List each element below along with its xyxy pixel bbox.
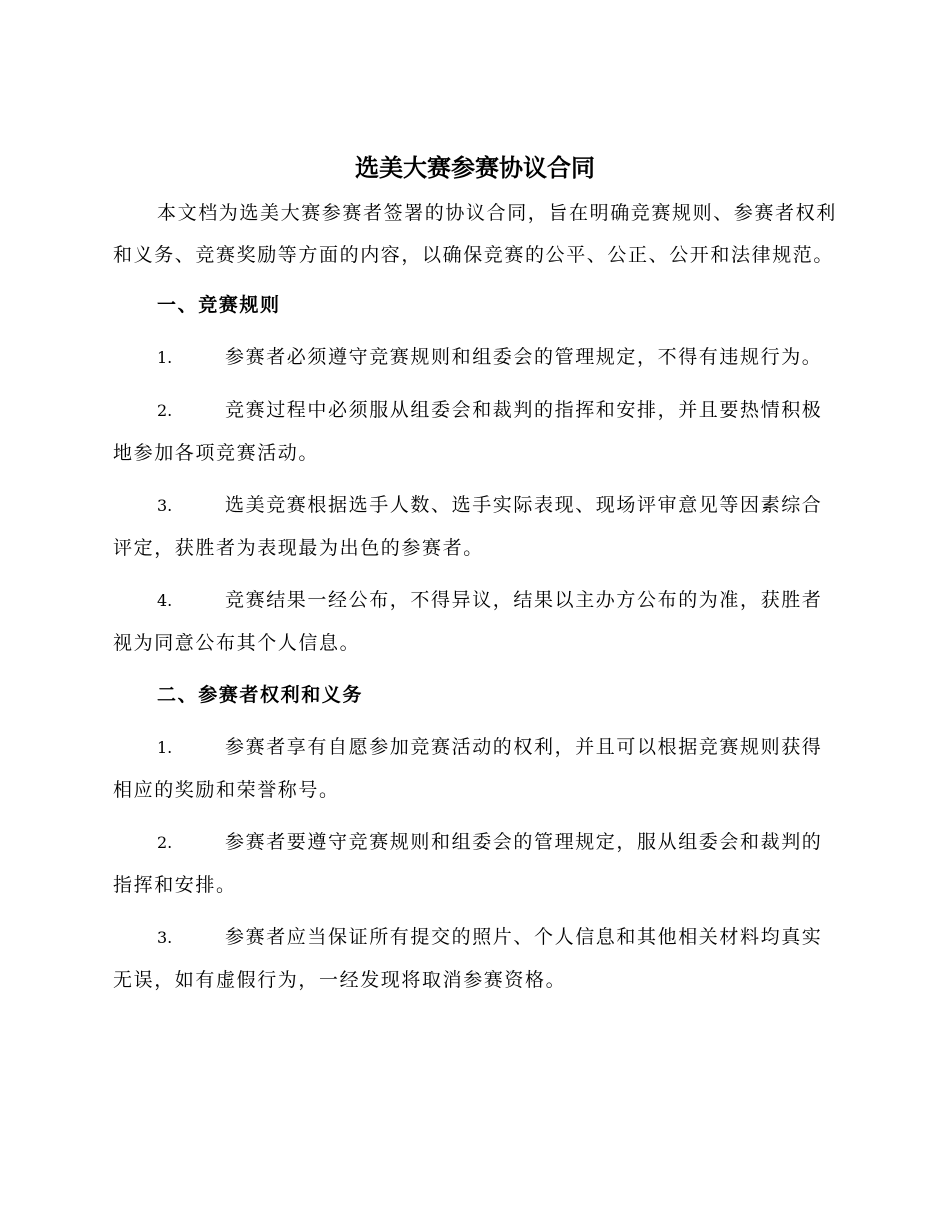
- item-number: 3.: [157, 928, 173, 947]
- item-text: 参赛者应当保证所有提交的照片、个人信息和其他相关材料均真实无误，如有虚假行为，一经发现将取消参赛资格。: [113, 926, 823, 991]
- item-number: 3.: [157, 496, 173, 515]
- rule-item: [113, 336, 838, 379]
- rule-item: [113, 389, 838, 474]
- item-text: 竞赛结果一经公布，不得异议，结果以主办方公布的为准，获胜者视为同意公布其个人信息。: [113, 589, 823, 654]
- item-number: 4.: [157, 591, 173, 610]
- intro-paragraph: 本文档为选美大赛参赛者签署的协议合同，旨在明确竞赛规则、参赛者权利和义务、竞赛奖励等方面的内容，以确保竞赛的公平、公正、公开和法律规范。: [113, 202, 837, 266]
- document-title: 选美大赛参赛协议合同: [355, 154, 595, 182]
- rule-item: [113, 579, 838, 664]
- rights-item: [113, 821, 838, 906]
- document-body: [113, 192, 838, 1001]
- rule-item: [113, 484, 838, 569]
- item-text: 参赛者要遵守竞赛规则和组委会的管理规定，服从组委会和裁判的指挥和安排。: [113, 831, 823, 896]
- item-number: 2.: [157, 833, 173, 852]
- item-text: 竞赛过程中必须服从组委会和裁判的指挥和安排，并且要热情积极地参加各项竞赛活动。: [113, 399, 823, 464]
- rights-item: [113, 726, 838, 811]
- section-heading-rights-obligations: 二、参赛者权利和义务: [157, 684, 364, 706]
- rights-item: [113, 916, 838, 1001]
- item-number: 1.: [157, 348, 173, 367]
- item-number: 1.: [157, 738, 173, 757]
- item-text: 选美竞赛根据选手人数、选手实际表现、现场评审意见等因素综合评定，获胜者为表现最为出色的参赛者。: [113, 494, 823, 559]
- item-text: 参赛者享有自愿参加竞赛活动的权利，并且可以根据竞赛规则获得相应的奖励和荣誉称号。: [113, 736, 823, 801]
- item-text: 参赛者必须遵守竞赛规则和组委会的管理规定，不得有违规行为。: [225, 346, 823, 368]
- item-number: 2.: [157, 401, 173, 420]
- section-heading-competition-rules: 一、竞赛规则: [157, 294, 281, 316]
